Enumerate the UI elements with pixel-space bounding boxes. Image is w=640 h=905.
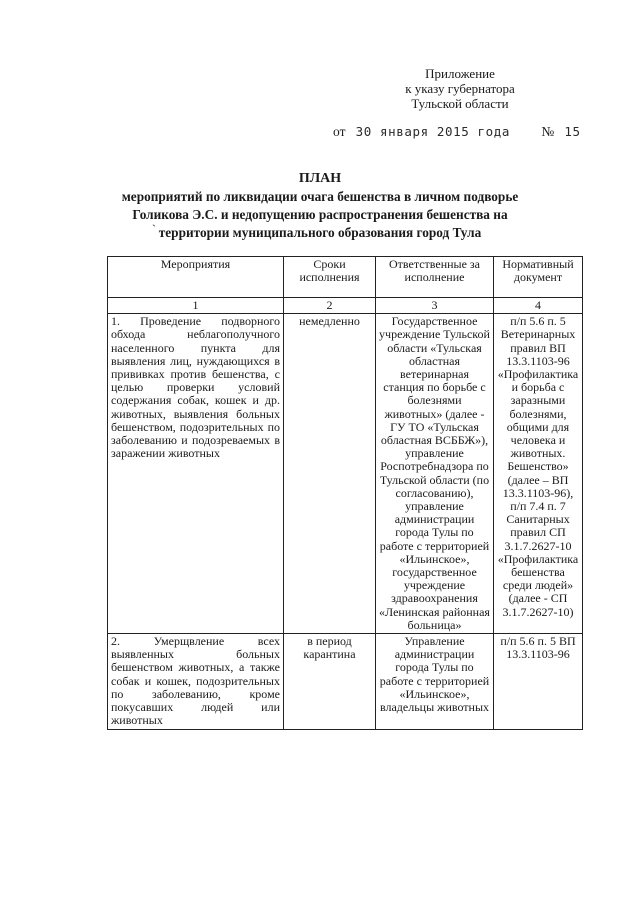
column-number: 3 [376, 298, 494, 314]
header-responsible: Ответственные за исполнение [376, 257, 494, 298]
header-measures: Мероприятия [108, 257, 284, 298]
plan-title-line-1: мероприятий по ликвидации очага бешенства в личном подворье [121, 189, 519, 204]
column-number: 4 [494, 298, 583, 314]
table-row [108, 634, 583, 729]
plan-table [107, 256, 583, 730]
header-document: Нормативный документ [494, 257, 583, 298]
decree-date-line [333, 124, 581, 140]
column-number: 1 [108, 298, 284, 314]
appendix-title: Приложение [425, 66, 495, 81]
responsible-cell: Государственное учреждение Тульской области «Тульская областная ветеринарная станция по борьбе с болезнями животных» (далее - ГУ ТО «Тульская областная ВСББЖ»), управление Роспотребнадзора по Тульской области (по согласованию), управление администрации города Тулы по работе с территорией «Ильинское», государственное учреждение здравоохранения «Ленинская районная больница» [376, 314, 494, 634]
header-terms: Сроки исполнения [284, 257, 376, 298]
decree-number: 15 [564, 124, 581, 139]
column-number: 2 [284, 298, 376, 314]
document-title [112, 170, 528, 242]
decree-number-label: № [541, 124, 555, 139]
appendix-region: Тульской области [411, 96, 509, 111]
decree-date: 30 января 2015 года [355, 124, 510, 139]
document-cell: п/п 5.6 п. 5 ВП 13.3.1103-96 [494, 634, 583, 729]
term-cell: в период карантина [284, 634, 376, 729]
decree-from-label: от [333, 124, 346, 139]
plan-heading: ПЛАН [298, 171, 342, 186]
measure-cell: 2. Умерщвление всех выявленных больных бешенством животных, а также собак и кошек, подозрительных по заболеванию, кроме покусавших людей или животных [108, 634, 284, 729]
responsible-cell: Управление администрации города Тулы по работе с территорией «Ильинское», владельцы животных [376, 634, 494, 729]
plan-title-line-3: территории муниципального образования город Тула [158, 225, 482, 240]
stray-tick-mark: ` [152, 222, 156, 236]
plan-title-line-2: Голикова Э.С. и недопущению распространения бешенства на [132, 207, 508, 222]
measure-cell: 1. Проведение подворного обхода неблагополучного населенного пункта для выявления лиц, нуждающихся в прививках против бешенства, с целью проверки условий содержания собак, кошек и др. животных, выявления больных бешенством, подозрительных по заболеванию и подозреваемых в заражении животных [108, 314, 284, 634]
appendix-decree-ref: к указу губернатора [405, 81, 515, 96]
table-row [108, 314, 583, 634]
term-cell: немедленно [284, 314, 376, 634]
table-header-row [108, 257, 583, 298]
document-cell: п/п 5.6 п. 5 Ветеринарных правил ВП 13.3.1103-96 «Профилактика и борьба с заразными болезнями, общими для человека и животных. Бешенство» (далее – ВП 13.3.1103-96), п/п 7.4 п. 7 Санитарных правил СП 3.1.7.2627-10 «Профилактика бешенства среди людей» (далее - СП 3.1.7.2627-10) [494, 314, 583, 634]
table-column-numbers-row [108, 298, 583, 314]
appendix-block [395, 66, 525, 111]
